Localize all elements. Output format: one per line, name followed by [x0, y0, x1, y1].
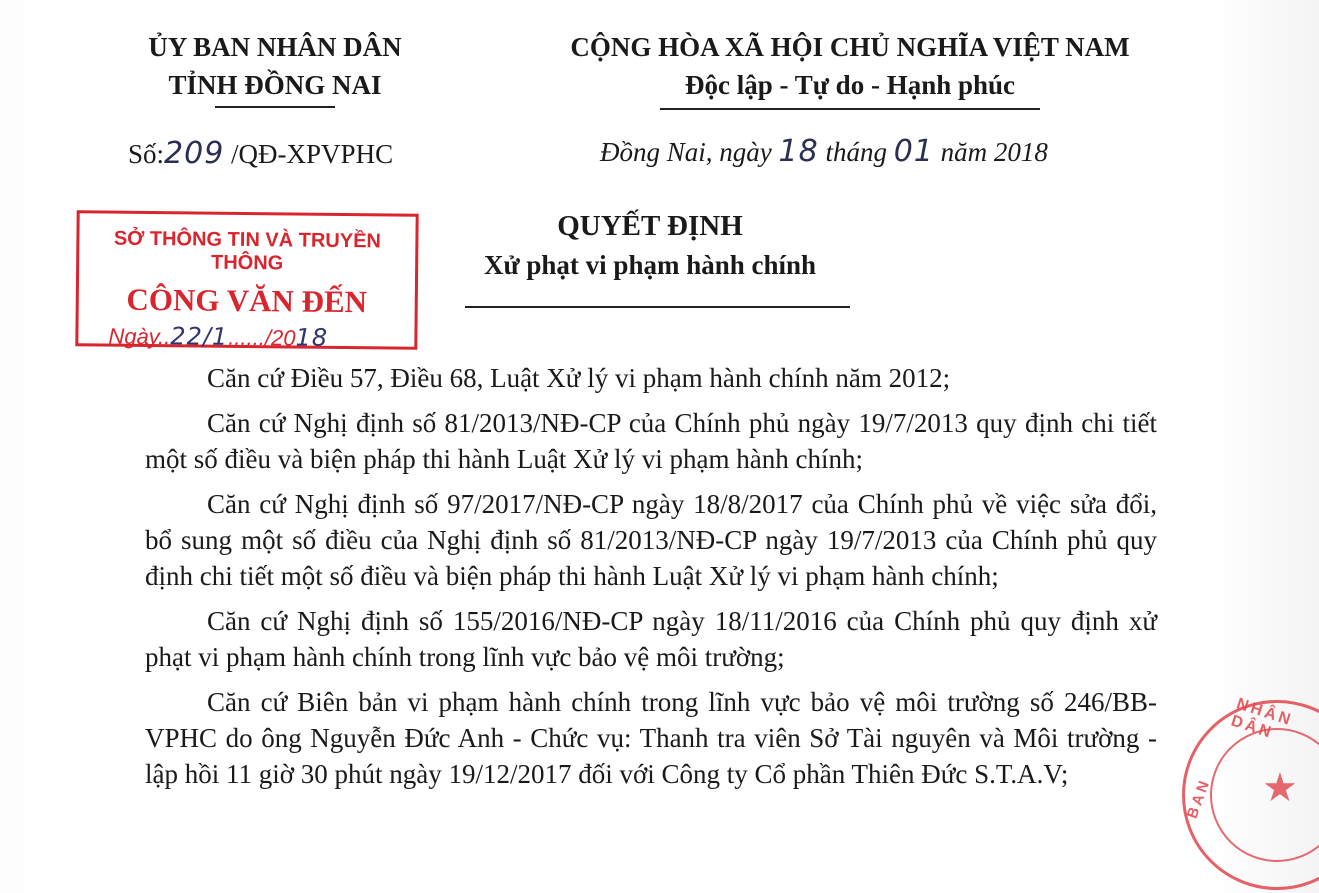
date-year: năm 2018	[940, 137, 1048, 167]
legal-basis-paragraph: Căn cứ Nghị định số 155/2016/NĐ-CP ngày 18/11/2016 của Chính phủ quy định xử phạt vi phạm hành chính trong lĩnh vực bảo vệ môi trường;	[145, 606, 1157, 672]
received-stamp	[75, 210, 418, 350]
national-heading	[520, 28, 1180, 104]
document-title: QUYẾT ĐỊNH	[557, 210, 743, 242]
title-underline	[465, 306, 850, 308]
stamp-year-prefix: /20	[264, 325, 296, 351]
stamp-date-label: Ngày	[108, 323, 159, 350]
stamp-date-handwritten: 22/1	[170, 322, 229, 351]
doc-number-prefix: Số:	[128, 139, 165, 169]
authority-line-2: TỈNH ĐỒNG NAI	[168, 70, 382, 100]
seal-star-icon: ★	[1262, 765, 1298, 811]
legal-basis-paragraph: Căn cứ Điều 57, Điều 68, Luật Xử lý vi phạm hành chính năm 2012;	[207, 363, 951, 393]
legal-basis-paragraph: Căn cứ Nghị định số 97/2017/NĐ-CP ngày 18/8/2017 của Chính phủ về việc sửa đổi, bổ sung một số điều của Nghị định số 81/2013/NĐ-CP ngày 19/7/2013 của Chính phủ quy định chi tiết một số điều và biện pháp thi hành Luật Xử lý vi phạm hành chính;	[145, 489, 1157, 591]
document-number	[128, 136, 393, 171]
document-subtitle: Xử phạt vi phạm hành chính	[483, 250, 817, 280]
legal-basis-paragraph: Căn cứ Nghị định số 81/2013/NĐ-CP của Chính phủ ngày 19/7/2013 quy định chi tiết một số điều và biện pháp thi hành Luật Xử lý vi phạm hành chính;	[145, 408, 1157, 474]
issue-date	[600, 134, 1048, 169]
seal-text-left: BAN	[1183, 776, 1214, 821]
issuing-authority	[110, 28, 440, 104]
national-motto: Độc lập - Tự do - Hạnh phúc	[684, 70, 1016, 100]
date-place: Đồng Nai, ngày	[600, 137, 772, 167]
stamp-organization: SỞ THÔNG TIN VÀ TRUYỀN THÔNG	[113, 227, 382, 275]
seal-text-top: NHÂN DÂN	[1228, 695, 1296, 743]
authority-underline	[215, 106, 335, 108]
motto-underline	[660, 108, 1040, 110]
stamp-date: Ngày..22/1....../2018	[108, 322, 329, 352]
stamp-year-handwritten: 18	[295, 323, 329, 352]
date-month: 01	[893, 134, 934, 169]
doc-number-handwritten: 209	[164, 136, 225, 171]
date-month-label: tháng	[825, 137, 887, 167]
stamp-title: CÔNG VĂN ĐẾN	[126, 281, 368, 320]
document-body	[145, 360, 1157, 801]
country-name: CỘNG HÒA XÃ HỘI CHỦ NGHĨA VIỆT NAM	[570, 32, 1130, 62]
doc-number-suffix: /QĐ-XPVPHC	[231, 139, 394, 169]
legal-basis-paragraph: Căn cứ Biên bản vi phạm hành chính trong lĩnh vực bảo vệ môi trường số 246/BB-VPHC do ông Nguyễn Đức Anh - Chức vụ: Thanh tra viên Sở Tài nguyên và Môi trường - lập hồi 11 giờ 30 phút ngày 19/12/2017 đối với Công ty Cổ phần Thiên Đức S.T.A.V;	[145, 687, 1157, 789]
date-day: 18	[778, 134, 819, 169]
authority-line-1: ỦY BAN NHÂN DÂN	[148, 32, 402, 62]
